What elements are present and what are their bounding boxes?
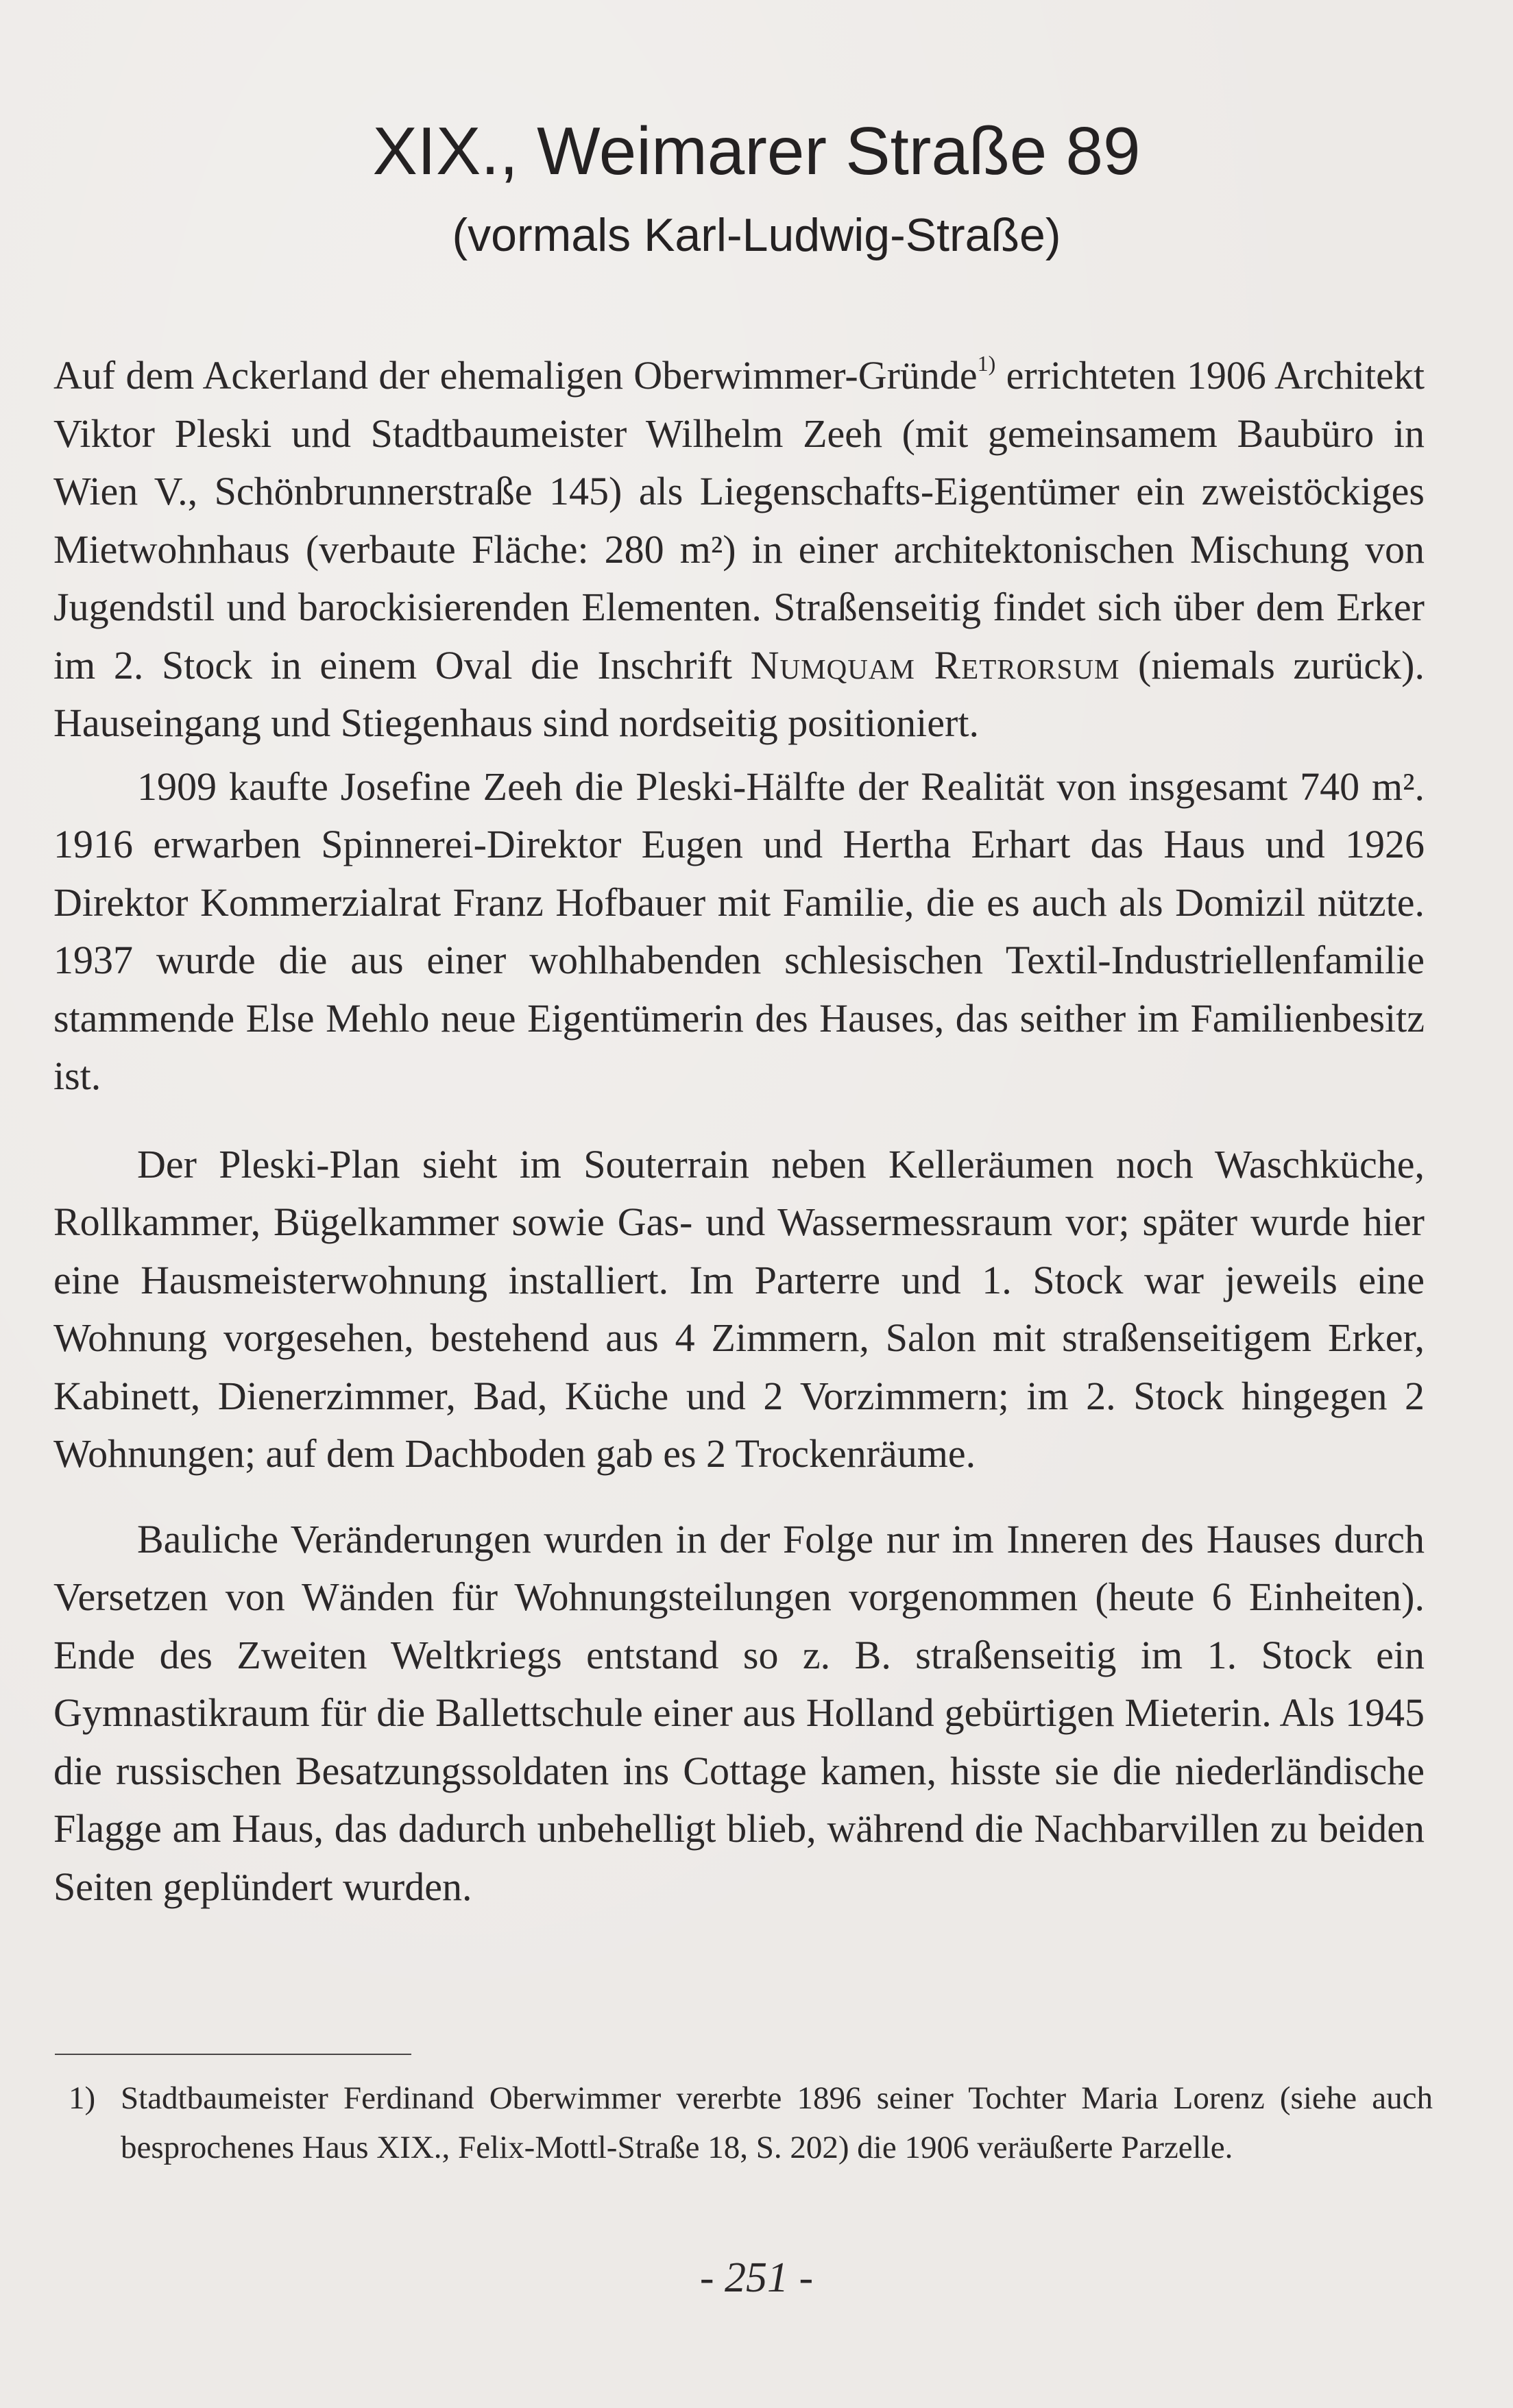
page-number: - 251 - [699,2254,814,2301]
paragraph-2: 1909 kaufte Josefine Zeeh die Pleski-Hälfte der Realität von insgesamt 740 m². 1916 erwarben Spinnerei-Direktor Eugen und Hertha Erhart das Haus und 1926 Direktor Kommerzialrat Franz Hofbauer mit Familie, die es auch als Domizil nützte. 1937 wurde die aus einer wohlhabenden schlesischen Textil-Industriellenfamilie stammende Else Mehlo neue Eigentümerin des Hauses, das seither im Familienbesitz ist. [53,764,1425,1098]
paragraph-1-part-b: errichteten 1906 Architekt Viktor Pleski und Stadtbaumeister Wilhelm Zeeh (mit gemeinsamem Baubüro in Wien V., Schönbrunnerstraße 145) als Liegenschafts-Eigentümer ein zweistöckiges Mietwohnhaus (verbaute Fläche: 280 m²) in einer architektonischen Mischung von Jugendstil und barockisierenden Elementen. Straßenseitig findet sich über dem Erker im 2. Stock in einem Oval die Inschrift [53,353,1425,688]
paragraph-1-part-a: Auf dem Ackerland der ehemaligen Oberwimmer-Gründe [53,353,978,398]
inscription-text: Numquam Retrorsum [750,642,1120,688]
footnote-text: Stadtbaumeister Ferdinand Oberwimmer vererbte 1896 seiner Tochter Maria Lorenz (siehe auch besprochenes Haus XIX., Felix-Mottl-Straße 18, S. 202) die 1906 veräußerte Parzelle. [121,2080,1433,2165]
paragraph-3: Der Pleski-Plan sieht im Souterrain neben Kelleräumen noch Waschküche, Rollkammer, Bügelkammer sowie Gas- und Wassermessraum vor; später wurde hier eine Hausmeisterwohnung installiert. Im Parterre und 1. Stock war jeweils eine Wohnung vorgesehen, bestehend aus 4 Zimmern, Salon mit straßenseitigem Erker, Kabinett, Dienerzimmer, Bad, Küche und 2 Vorzimmern; im 2. Stock hingegen 2 Wohnungen; auf dem Dachboden gab es 2 Trockenräume. [53,1141,1425,1476]
footnote-number: 1) [69,2080,96,2116]
page-title: XIX., Weimarer Straße 89 [372,113,1141,188]
body-text [53,347,1425,1916]
paragraph-1-part-c: (niemals zurück). Hauseingang und Stiegenhaus sind nordseitig positioniert. [53,642,1425,745]
paragraph-4: Bauliche Veränderungen wurden in der Folge nur im Inneren des Hauses durch Versetzen von Wänden für Wohnungsteilungen vorgenommen (heute 6 Einheiten). Ende des Zweiten Weltkriegs entstand so z. B. straßenseitig im 1. Stock ein Gymnastikraum für die Ballettschule einer aus Holland gebürtigen Mieterin. Als 1945 die russischen Besatzungssoldaten ins Cottage kamen, hisste sie die niederländische Flagge am Haus, das dadurch unbehelligt blieb, während die Nachbarvillen zu beiden Seiten geplündert wurden. [53,1516,1425,1909]
page-subtitle: (vormals Karl-Ludwig-Straße) [452,209,1061,261]
footnote-reference: 1) [977,351,996,376]
footnote-divider [55,2054,411,2055]
footnote-row [69,2073,1433,2172]
paragraph-1 [53,347,1425,753]
footnote [69,2073,1433,2172]
